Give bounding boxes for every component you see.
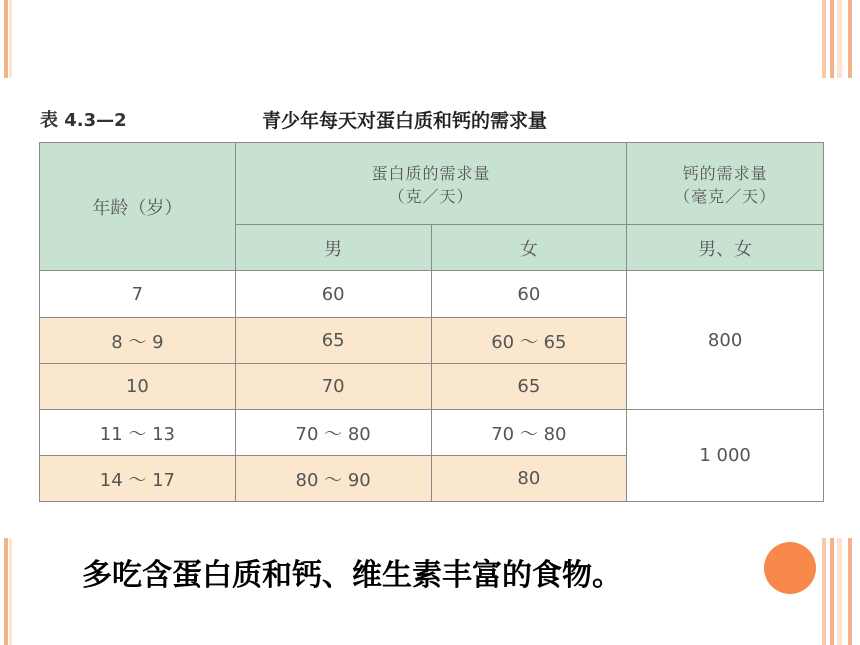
table-title: 青少年每天对蛋白质和钙的需求量 (262, 110, 548, 132)
cell-female: 80 (431, 456, 627, 502)
table-row (40, 271, 824, 318)
cell-male: 80 ～ 90 (235, 456, 431, 502)
cell-male: 70 ～ 80 (235, 410, 431, 456)
summary-text: 多吃含蛋白质和钙、维生素丰富的食物。 (82, 558, 622, 593)
cell-female: 65 (431, 364, 627, 410)
cell-female: 60 (431, 271, 627, 318)
decor-stripes-right-top (820, 0, 860, 78)
table-row (40, 410, 824, 456)
cell-female: 70 ～ 80 (431, 410, 627, 456)
table-number: 表 4.3—2 (40, 110, 127, 131)
subheader-male: 男 (235, 225, 431, 271)
header-calcium: 钙的需求量 （毫克／天） (627, 143, 824, 225)
cell-male: 70 (235, 364, 431, 410)
cell-age: 8 ～ 9 (40, 318, 236, 364)
decor-stripes-left-bottom (0, 538, 40, 645)
cell-age: 11 ～ 13 (40, 410, 236, 456)
nutrition-table (39, 142, 824, 502)
cell-calcium-group1: 800 (627, 271, 824, 410)
subheader-female: 女 (431, 225, 627, 271)
cell-age: 14 ～ 17 (40, 456, 236, 502)
header-age: 年龄（岁） (40, 143, 236, 271)
cell-female: 60 ～ 65 (431, 318, 627, 364)
cell-calcium-group2: 1 000 (627, 410, 824, 502)
decor-circle (764, 542, 816, 594)
cell-age: 7 (40, 271, 236, 318)
cell-male: 65 (235, 318, 431, 364)
subheader-both: 男、女 (627, 225, 824, 271)
header-protein: 蛋白质的需求量 （克／天） (235, 143, 626, 225)
cell-male: 60 (235, 271, 431, 318)
decor-stripes-right-bottom (820, 538, 860, 645)
decor-stripes-left-top (0, 0, 40, 78)
cell-age: 10 (40, 364, 236, 410)
